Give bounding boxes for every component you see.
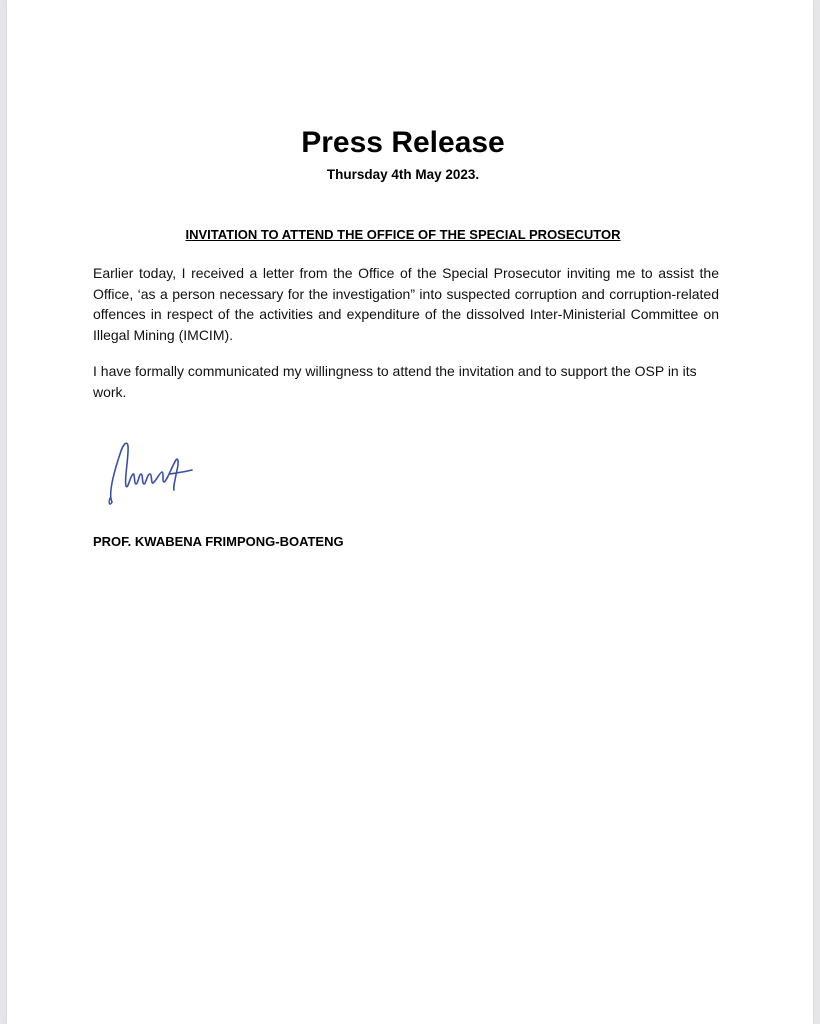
body-paragraph-1: Earlier today, I received a letter from the Office of the Special Prosecutor inviting me to assist the Office, ‘as a person necessary for the investigation” into suspected corruption and corruption-related offences in respect of the activities and expenditure of the dissolved Inter-Ministerial Committee on Illegal Mining (IMCIM). xyxy=(93,265,719,343)
body-paragraph-2: I have formally communicated my willingness to attend the invitation and to support the OSP in its work. xyxy=(93,363,697,400)
release-date: Thursday 4th May 2023. xyxy=(326,167,480,182)
release-heading: INVITATION TO ATTEND THE OFFICE OF THE SPECIAL PROSECUTOR xyxy=(185,227,621,242)
signatory-name: PROF. KWABENA FRIMPONG-BOATENG xyxy=(93,534,344,549)
document-title: Press Release xyxy=(301,126,505,159)
signature-stroke xyxy=(111,443,192,502)
handwritten-signature xyxy=(100,436,210,510)
